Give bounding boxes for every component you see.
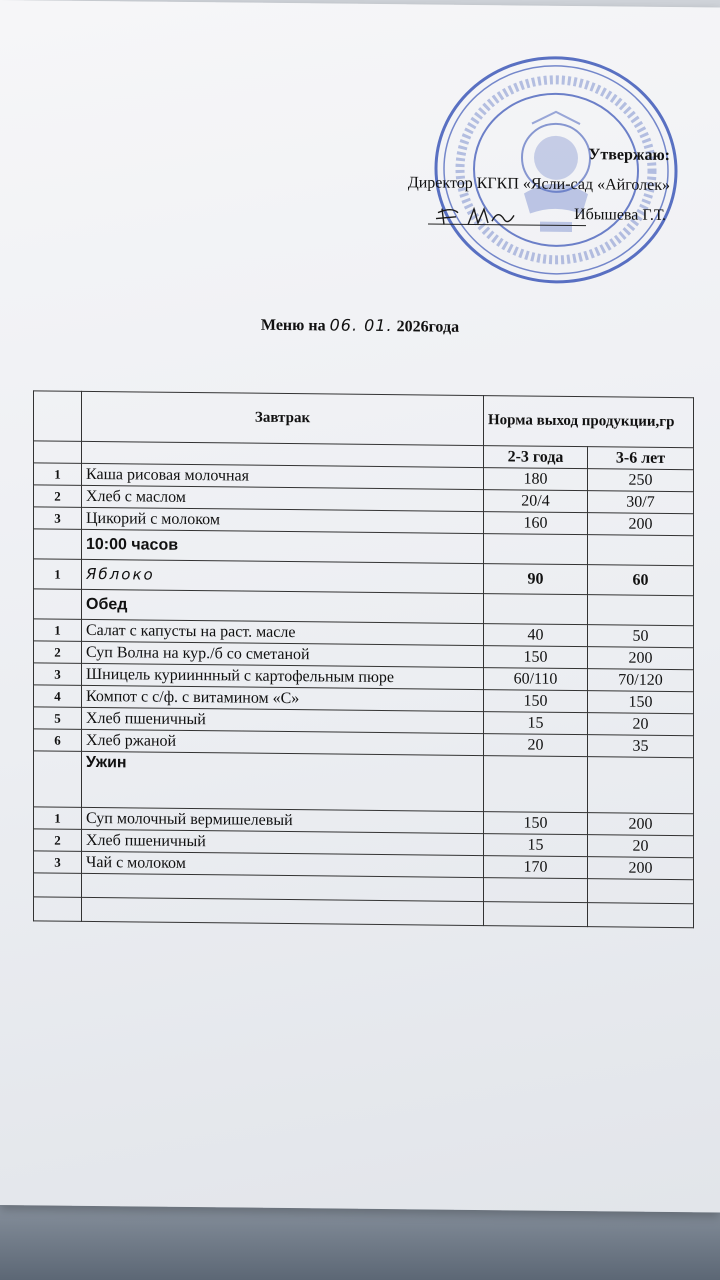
portion-3-6: 200 [588, 813, 694, 836]
empty-cell [588, 903, 694, 928]
dish-name: Каша рисовая молочная [82, 463, 484, 489]
portion-2-3: 180 [484, 468, 588, 491]
portion-2-3: 170 [484, 856, 588, 879]
dish-name: Хлеб пшеничный [82, 707, 484, 733]
section-row-dinner [34, 751, 694, 814]
empty-cell [484, 878, 588, 903]
row-number: 3 [34, 851, 82, 874]
portion-3-6: 200 [588, 647, 694, 670]
empty-cell [34, 897, 82, 922]
section-empty-cell [588, 595, 694, 626]
portion-3-6: 150 [588, 691, 694, 714]
menu-title-prefix: Меню на [260, 316, 330, 335]
section-empty-cell [34, 751, 82, 808]
dish-name: Салат с капусты на раст. масле [82, 619, 484, 645]
dish-name: Чай с молоком [82, 851, 484, 877]
row-number: 1 [34, 559, 82, 590]
dish-name: Шницель курииннный с картофельным пюре [82, 663, 484, 689]
table-header-row [34, 391, 694, 448]
row-number: 1 [34, 463, 82, 486]
empty-cell [34, 873, 82, 898]
row-number: 3 [34, 663, 82, 686]
menu-title [0, 312, 720, 340]
portion-3-6: 250 [588, 469, 694, 492]
empty-cell [588, 879, 694, 904]
dish-name: Компот с с/ф. с витамином «С» [82, 685, 484, 711]
row-number: 5 [34, 707, 82, 730]
dish-name: Суп Волна на кур./б со сметаной [82, 641, 484, 667]
signature-line [428, 204, 666, 230]
row-number: 1 [34, 807, 82, 830]
section-dinner: Ужин [82, 751, 484, 811]
approval-label: Утвержаю: [588, 146, 670, 165]
section-empty-cell [34, 589, 82, 620]
portion-3-6: 70/120 [588, 669, 694, 692]
section-empty-cell [588, 535, 694, 566]
portion-2-3: 150 [484, 690, 588, 713]
section-empty-cell [34, 529, 82, 560]
menu-title-year: 2026года [392, 318, 460, 336]
section-lunch: Обед [82, 589, 484, 623]
portion-2-3: 90 [484, 564, 588, 595]
official-seal-stamp [432, 53, 680, 288]
row-number: 1 [34, 619, 82, 642]
empty-cell [82, 897, 484, 925]
header-empty-cell [34, 391, 82, 442]
handwritten-signature [428, 204, 548, 229]
row-number: 4 [34, 685, 82, 708]
row-number: 2 [34, 829, 82, 852]
header-age-2: 3-6 лет [588, 447, 694, 470]
portion-3-6: 200 [588, 857, 694, 880]
portion-2-3: 40 [484, 624, 588, 647]
portion-2-3: 150 [484, 812, 588, 835]
portion-3-6: 200 [588, 513, 694, 536]
portion-3-6: 50 [588, 625, 694, 648]
age-empty-cell [34, 441, 82, 464]
header-age-1: 2-3 года [484, 446, 588, 469]
row-number: 2 [34, 641, 82, 664]
portion-2-3: 150 [484, 646, 588, 669]
portion-3-6: 20 [588, 835, 694, 858]
section-empty-cell [588, 757, 694, 814]
dish-name: Хлеб пшеничный [82, 829, 484, 855]
dish-name: Суп молочный вермишелевый [82, 807, 484, 833]
portion-3-6: 30/7 [588, 491, 694, 514]
empty-cell [484, 902, 588, 927]
portion-3-6: 60 [588, 565, 694, 596]
menu-table [33, 390, 694, 928]
portion-3-6: 35 [588, 735, 694, 758]
portion-2-3: 20/4 [484, 490, 588, 513]
row-number: 3 [34, 507, 82, 530]
portion-2-3: 20 [484, 734, 588, 757]
row-number: 2 [34, 485, 82, 508]
portion-3-6: 20 [588, 713, 694, 736]
section-empty-cell [484, 534, 588, 565]
signatory-name: Ибышева Г.Т. [574, 206, 666, 224]
header-norm: Норма выход продукции,гр [484, 396, 694, 448]
portion-2-3: 60/110 [484, 668, 588, 691]
section-snack: 10:00 часов [82, 529, 484, 563]
portion-2-3: 15 [484, 834, 588, 857]
row-number: 6 [34, 729, 82, 752]
section-empty-cell [484, 756, 588, 813]
dish-name: Яблоко [82, 559, 484, 593]
portion-2-3: 15 [484, 712, 588, 735]
dish-name: Хлеб с маслом [82, 485, 484, 511]
header-meal: Завтрак [82, 391, 484, 445]
portion-2-3: 160 [484, 512, 588, 535]
dish-name: Хлеб ржаной [82, 729, 484, 755]
dish-name: Цикорий с молоком [82, 507, 484, 533]
director-line: Директор КГКП «Ясли-сад «Айголек» [407, 174, 670, 195]
section-empty-cell [484, 594, 588, 625]
menu-title-date: 06. 01. [329, 315, 393, 336]
